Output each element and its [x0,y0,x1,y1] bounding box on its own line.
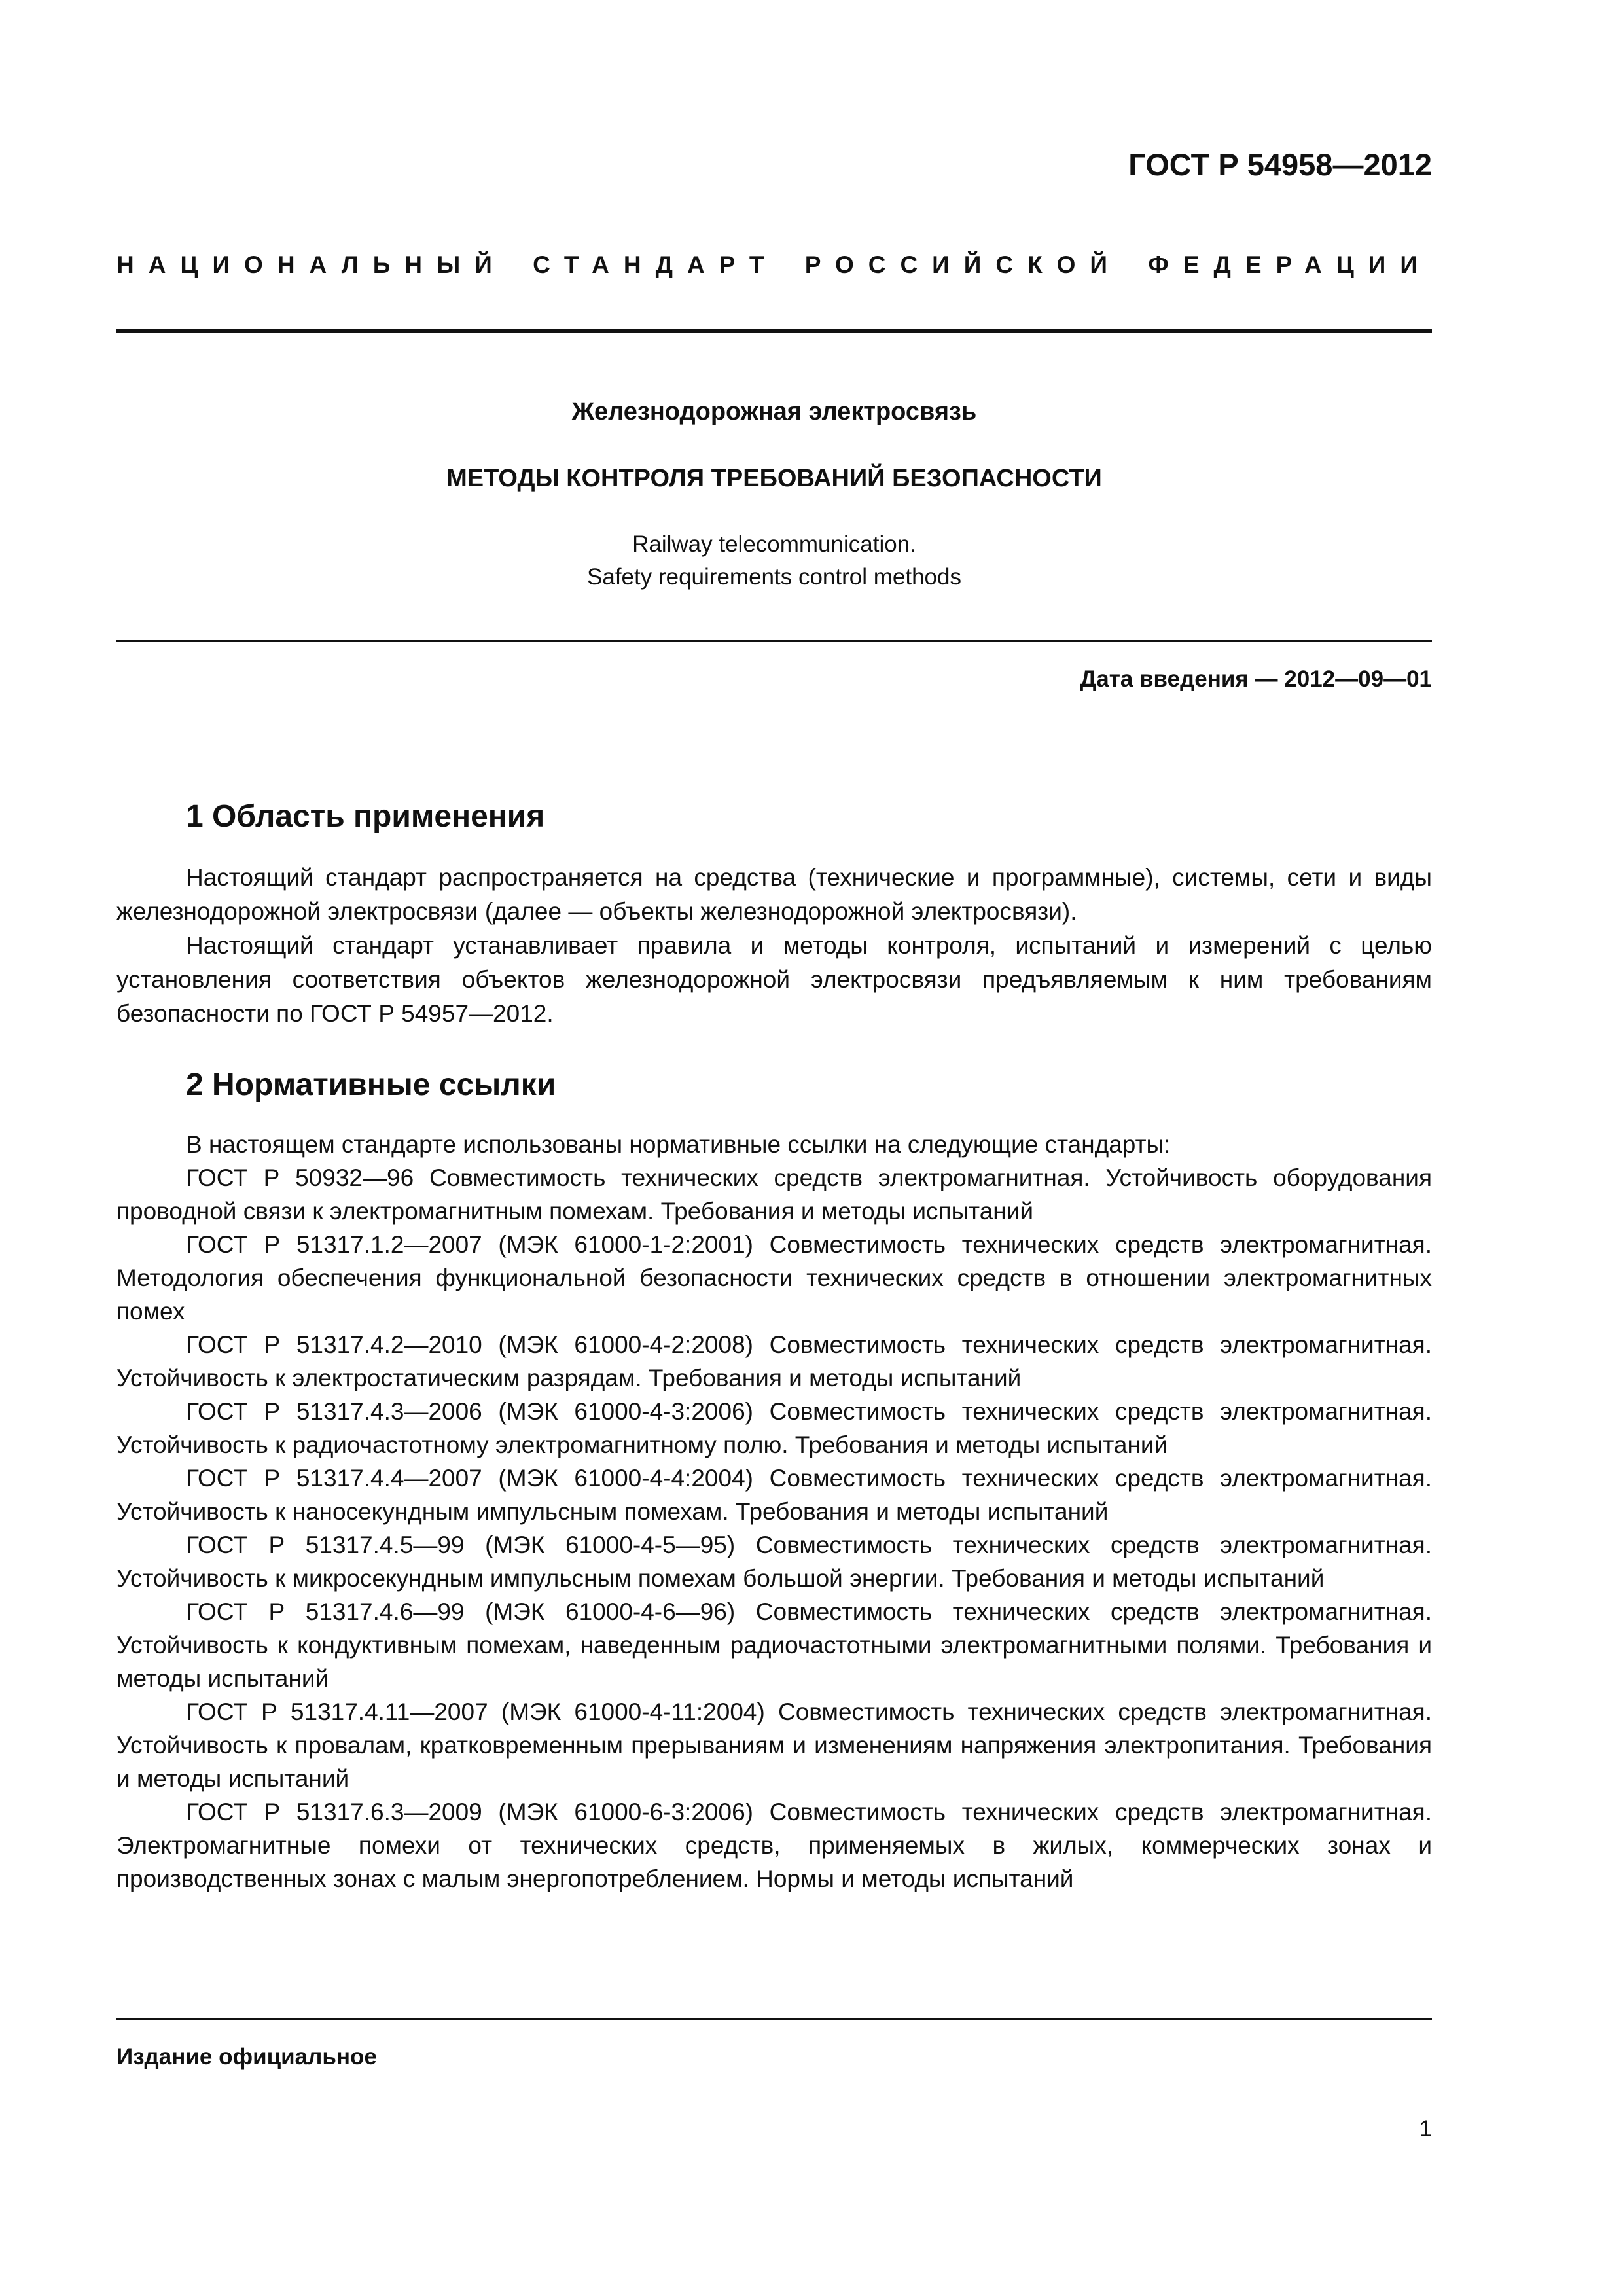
section-heading: 2 Нормативные ссылки [186,1067,556,1102]
page-number: 1 [1419,2116,1432,2142]
document-subject: Железнодорожная электросвязь [571,398,977,425]
national-word: СТАНДАРТ [533,251,779,278]
english-title-line: Safety requirements control methods [587,564,961,590]
section-body [116,1128,1432,1895]
reference-item: ГОСТ Р 51317.4.2—2010 (МЭК 61000-4-2:2008) Совместимость технических средств электромагнитная. Устойчивость к электростатическим разрядам. Требования и методы испытаний [116,1331,1432,1391]
paragraph: В настоящем стандарте использованы нормативные ссылки на следующие стандарты: [186,1131,1171,1158]
section-body [116,861,1432,1031]
header-rule [116,329,1432,333]
reference-item: ГОСТ Р 51317.4.11—2007 (МЭК 61000-4-11:2004) Совместимость технических средств электромагнитная. Устойчивость к провалам, кратковременным прерываниям и изменениям напряжения электропитания. Требования и методы испытаний [116,1698,1432,1792]
reference-item: ГОСТ Р 51317.4.4—2007 (МЭК 61000-4-4:2004) Совместимость технических средств электромагнитная. Устойчивость к наносекундным импульсным помехам. Требования и методы испытаний [116,1465,1432,1525]
document-title: МЕТОДЫ КОНТРОЛЯ ТРЕБОВАНИЙ БЕЗОПАСНОСТИ [446,465,1102,492]
national-word: НАЦИОНАЛЬНЫЙ [116,251,507,278]
reference-item: ГОСТ Р 51317.4.3—2006 (МЭК 61000-4-3:2006) Совместимость технических средств электромагнитная. Устойчивость к радиочастотному электромагнитному полю. Требования и методы испытаний [116,1398,1432,1458]
national-standard-header [116,249,1432,281]
section-heading: 1 Область применения [186,799,545,834]
reference-item: ГОСТ Р 50932—96 Совместимость технических средств электромагнитная. Устойчивость оборудования проводной связи к электромагнитным помехам. Требования и методы испытаний [116,1164,1432,1225]
english-title-line: Railway telecommunication. [632,531,916,557]
introduction-date: Дата введения — 2012—09—01 [1080,666,1432,692]
national-word: ФЕДЕРАЦИИ [1148,251,1432,278]
edition-label: Издание официальное [116,2044,377,2070]
paragraph: Настоящий стандарт устанавливает правила и методы контроля, испытаний и измерений с целью установления соответствия объектов железнодорожной электросвязи предъявляемым к ним требованиям безопасности по ГОСТ Р 54957—2012. [116,932,1432,1027]
reference-item: ГОСТ Р 51317.6.3—2009 (МЭК 61000-6-3:2006) Совместимость технических средств электромагнитная. Электромагнитные помехи от технических средств, применяемых в жилых, коммерческих зонах и производственных зонах с малым энергопотреблением. Нормы и методы испытаний [116,1799,1432,1892]
paragraph: Настоящий стандарт распространяется на средства (технические и программные), системы, сети и виды железнодорожной электросвязи (далее — объекты железнодорожной электросвязи). [116,864,1432,925]
english-title [116,528,1432,594]
title-rule [116,640,1432,642]
footer-rule [116,2018,1432,2020]
reference-item: ГОСТ Р 51317.1.2—2007 (МЭК 61000-1-2:2001) Совместимость технических средств электромагнитная. Методология обеспечения функциональной безопасности технических средств в отношении электромагнитных помех [116,1231,1432,1325]
reference-item: ГОСТ Р 51317.4.6—99 (МЭК 61000-4-6—96) Совместимость технических средств электромагнитная. Устойчивость к кондуктивным помехам, наведенным радиочастотными электромагнитными полями. Требования и методы испытаний [116,1598,1432,1692]
national-word: РОССИЙСКОЙ [804,251,1122,278]
document-number: ГОСТ Р 54958—2012 [1128,147,1432,182]
reference-item: ГОСТ Р 51317.4.5—99 (МЭК 61000-4-5—95) Совместимость технических средств электромагнитная. Устойчивость к микросекундным импульсным помехам большой энергии. Требования и методы испытаний [116,1532,1432,1592]
